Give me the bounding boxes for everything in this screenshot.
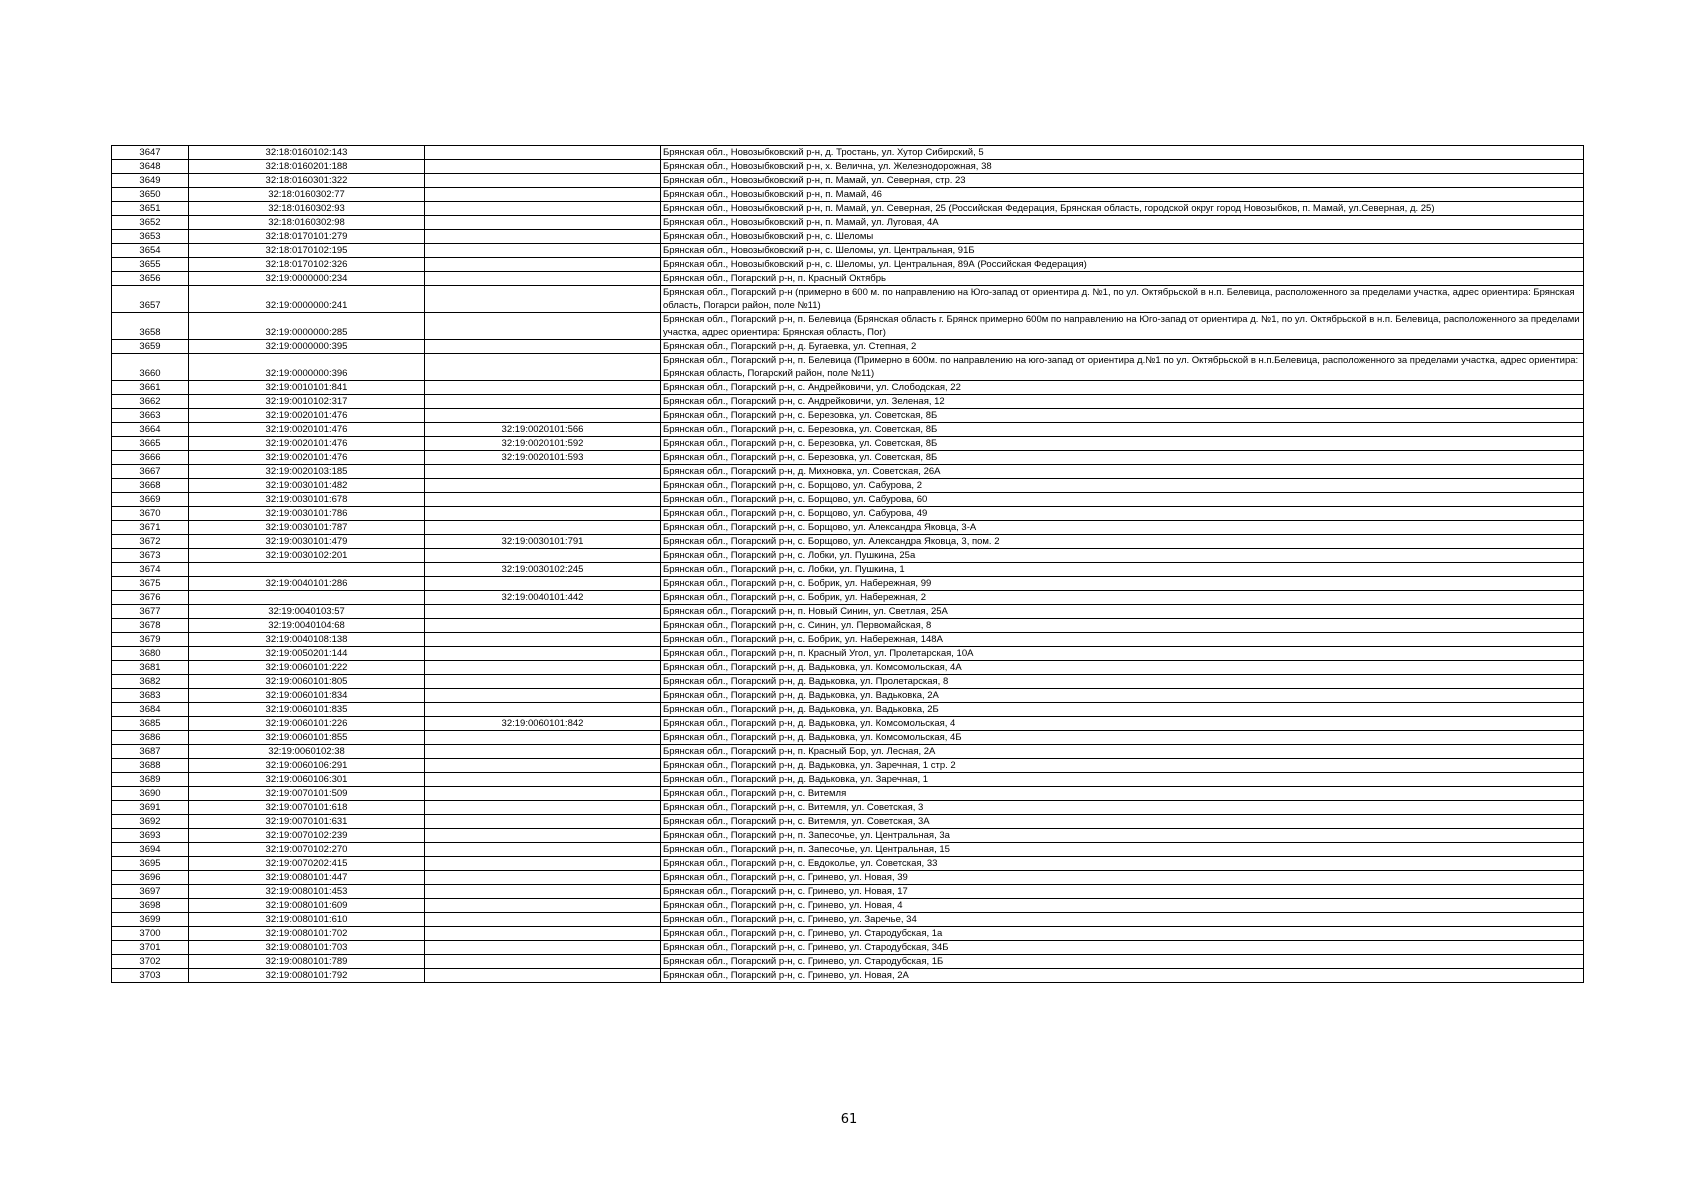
address-cell: Брянская обл., Погарский р-н, д. Михновка, ул. Советская, 26А bbox=[661, 465, 1584, 479]
address-cell: Брянская обл., Погарский р-н, п. Белевица (Примерно в 600м. по направлению на юго-запад от ориентира д.№1 по ул. Октябрьской в н.п.Белевица, расположенного за пределами участка, адрес ориентира: Брянская область, Погарский район, поле №11) bbox=[661, 354, 1584, 381]
address-cell: Брянская обл., Погарский р-н, с. Лобки, ул. Пушкина, 25а bbox=[661, 549, 1584, 563]
address-cell: Брянская обл., Погарский р-н, с. Синин, ул. Первомайская, 8 bbox=[661, 619, 1584, 633]
cadastral-number-cell: 32:19:0020101:476 bbox=[189, 437, 425, 451]
address-cell: Брянская обл., Новозыбковский р-н, п. Мамай, ул. Северная, стр. 23 bbox=[661, 174, 1584, 188]
row-number-cell: 3651 bbox=[112, 202, 189, 216]
table-row bbox=[112, 381, 1584, 395]
table-row bbox=[112, 605, 1584, 619]
row-number-cell: 3690 bbox=[112, 787, 189, 801]
table-row bbox=[112, 633, 1584, 647]
row-number-cell: 3657 bbox=[112, 286, 189, 313]
address-cell: Брянская обл., Погарский р-н, с. Березовка, ул. Советская, 8Б bbox=[661, 423, 1584, 437]
row-number-cell: 3685 bbox=[112, 717, 189, 731]
address-cell: Брянская обл., Погарский р-н, с. Гринево, ул. Новая, 17 bbox=[661, 885, 1584, 899]
row-number-cell: 3683 bbox=[112, 689, 189, 703]
address-cell: Брянская обл., Погарский р-н, с. Борщово, ул. Сабурова, 49 bbox=[661, 507, 1584, 521]
row-number-cell: 3680 bbox=[112, 647, 189, 661]
table-row bbox=[112, 731, 1584, 745]
related-cadastral-cell: 32:19:0040101:442 bbox=[425, 591, 661, 605]
cadastral-number-cell: 32:19:0080101:703 bbox=[189, 941, 425, 955]
table-row bbox=[112, 689, 1584, 703]
address-cell: Брянская обл., Погарский р-н, с. Березовка, ул. Советская, 8Б bbox=[661, 437, 1584, 451]
table-row bbox=[112, 843, 1584, 857]
row-number-cell: 3653 bbox=[112, 230, 189, 244]
cadastral-number-cell: 32:19:0000000:234 bbox=[189, 272, 425, 286]
address-cell: Брянская обл., Погарский р-н, п. Красный Угол, ул. Пролетарская, 10А bbox=[661, 647, 1584, 661]
row-number-cell: 3679 bbox=[112, 633, 189, 647]
row-number-cell: 3648 bbox=[112, 160, 189, 174]
related-cadastral-cell bbox=[425, 479, 661, 493]
row-number-cell: 3663 bbox=[112, 409, 189, 423]
address-cell: Брянская обл., Погарский р-н, д. Вадьковка, ул. Вадьковка, 2Б bbox=[661, 703, 1584, 717]
related-cadastral-cell bbox=[425, 899, 661, 913]
row-number-cell: 3674 bbox=[112, 563, 189, 577]
cadastral-number-cell: 32:18:0170102:326 bbox=[189, 258, 425, 272]
related-cadastral-cell bbox=[425, 913, 661, 927]
address-cell: Брянская обл., Погарский р-н, п. Белевица (Брянская область г. Брянск примерно 600м по направлению на Юго-запад от ориентира д. №1, по ул. Октябрьской в н.п. Белевица, расположенного за пределами участка, адрес ориентира: Брянская область, Пог) bbox=[661, 313, 1584, 340]
cadastral-number-cell: 32:19:0020101:476 bbox=[189, 409, 425, 423]
row-number-cell: 3672 bbox=[112, 535, 189, 549]
related-cadastral-cell bbox=[425, 689, 661, 703]
address-cell: Брянская обл., Погарский р-н, д. Вадьковка, ул. Пролетарская, 8 bbox=[661, 675, 1584, 689]
address-cell: Брянская обл., Погарский р-н, с. Андрейковичи, ул. Слободская, 22 bbox=[661, 381, 1584, 395]
row-number-cell: 3658 bbox=[112, 313, 189, 340]
cadastral-number-cell: 32:19:0000000:395 bbox=[189, 340, 425, 354]
address-cell: Брянская обл., Погарский р-н, п. Красный Бор, ул. Лесная, 2А bbox=[661, 745, 1584, 759]
row-number-cell: 3673 bbox=[112, 549, 189, 563]
address-cell: Брянская обл., Погарский р-н, с. Березовка, ул. Советская, 8Б bbox=[661, 451, 1584, 465]
table-row bbox=[112, 354, 1584, 381]
related-cadastral-cell bbox=[425, 160, 661, 174]
table-row bbox=[112, 815, 1584, 829]
row-number-cell: 3655 bbox=[112, 258, 189, 272]
related-cadastral-cell bbox=[425, 409, 661, 423]
row-number-cell: 3675 bbox=[112, 577, 189, 591]
related-cadastral-cell bbox=[425, 272, 661, 286]
table-row bbox=[112, 955, 1584, 969]
cadastral-number-cell: 32:19:0080101:792 bbox=[189, 969, 425, 983]
address-cell: Брянская обл., Погарский р-н, с. Бобрик, ул. Набережная, 148А bbox=[661, 633, 1584, 647]
cadastral-number-cell: 32:19:0030101:482 bbox=[189, 479, 425, 493]
address-cell: Брянская обл., Погарский р-н, с. Гринево, ул. Стародубская, 1Б bbox=[661, 955, 1584, 969]
row-number-cell: 3689 bbox=[112, 773, 189, 787]
related-cadastral-cell: 32:19:0030101:791 bbox=[425, 535, 661, 549]
row-number-cell: 3681 bbox=[112, 661, 189, 675]
table-row bbox=[112, 272, 1584, 286]
row-number-cell: 3688 bbox=[112, 759, 189, 773]
table-row bbox=[112, 535, 1584, 549]
related-cadastral-cell bbox=[425, 829, 661, 843]
related-cadastral-cell bbox=[425, 633, 661, 647]
related-cadastral-cell bbox=[425, 927, 661, 941]
address-cell: Брянская обл., Погарский р-н, с. Евдоколье, ул. Советская, 33 bbox=[661, 857, 1584, 871]
address-cell: Брянская обл., Погарский р-н, с. Витемля, ул. Советская, 3 bbox=[661, 801, 1584, 815]
address-cell: Брянская обл., Погарский р-н, с. Гринево, ул. Стародубская, 1а bbox=[661, 927, 1584, 941]
cadastral-number-cell: 32:19:0060106:291 bbox=[189, 759, 425, 773]
row-number-cell: 3662 bbox=[112, 395, 189, 409]
table-row bbox=[112, 493, 1584, 507]
related-cadastral-cell bbox=[425, 146, 661, 160]
table-row bbox=[112, 871, 1584, 885]
cadastral-number-cell: 32:19:0000000:241 bbox=[189, 286, 425, 313]
address-cell: Брянская обл., Погарский р-н, д. Вадьковка, ул. Комсомольская, 4 bbox=[661, 717, 1584, 731]
table-row bbox=[112, 885, 1584, 899]
table-row bbox=[112, 563, 1584, 577]
address-cell: Брянская обл., Погарский р-н, с. Витемля, ул. Советская, 3А bbox=[661, 815, 1584, 829]
cadastral-number-cell: 32:19:0060101:855 bbox=[189, 731, 425, 745]
row-number-cell: 3664 bbox=[112, 423, 189, 437]
table-row bbox=[112, 202, 1584, 216]
address-cell: Брянская обл., Новозыбковский р-н, с. Шеломы bbox=[661, 230, 1584, 244]
row-number-cell: 3695 bbox=[112, 857, 189, 871]
table-row bbox=[112, 969, 1584, 983]
table-row bbox=[112, 759, 1584, 773]
related-cadastral-cell: 32:19:0020101:593 bbox=[425, 451, 661, 465]
related-cadastral-cell bbox=[425, 787, 661, 801]
table-row bbox=[112, 745, 1584, 759]
table-row bbox=[112, 717, 1584, 731]
table-row bbox=[112, 549, 1584, 563]
row-number-cell: 3677 bbox=[112, 605, 189, 619]
related-cadastral-cell bbox=[425, 773, 661, 787]
related-cadastral-cell bbox=[425, 815, 661, 829]
cadastral-number-cell: 32:18:0170102:195 bbox=[189, 244, 425, 258]
address-cell: Брянская обл., Погарский р-н, п. Запесочье, ул. Центральная, 3а bbox=[661, 829, 1584, 843]
address-cell: Брянская обл., Погарский р-н, с. Борщово, ул. Александра Яковца, 3, пом. 2 bbox=[661, 535, 1584, 549]
cadastral-number-cell: 32:18:0170101:279 bbox=[189, 230, 425, 244]
row-number-cell: 3650 bbox=[112, 188, 189, 202]
related-cadastral-cell bbox=[425, 286, 661, 313]
table-row bbox=[112, 773, 1584, 787]
row-number-cell: 3687 bbox=[112, 745, 189, 759]
related-cadastral-cell bbox=[425, 188, 661, 202]
cadastral-number-cell: 32:19:0020101:476 bbox=[189, 451, 425, 465]
address-cell: Брянская обл., Погарский р-н, п. Запесочье, ул. Центральная, 15 bbox=[661, 843, 1584, 857]
address-cell: Брянская обл., Погарский р-н, с. Витемля bbox=[661, 787, 1584, 801]
address-cell: Брянская обл., Погарский р-н, п. Красный Октябрь bbox=[661, 272, 1584, 286]
row-number-cell: 3682 bbox=[112, 675, 189, 689]
cadastral-number-cell: 32:19:0010102:317 bbox=[189, 395, 425, 409]
table-row bbox=[112, 230, 1584, 244]
cadastral-number-cell: 32:19:0070102:239 bbox=[189, 829, 425, 843]
cadastral-number-cell: 32:19:0070101:618 bbox=[189, 801, 425, 815]
cadastral-number-cell: 32:19:0060101:222 bbox=[189, 661, 425, 675]
row-number-cell: 3691 bbox=[112, 801, 189, 815]
table-row bbox=[112, 591, 1584, 605]
table-row bbox=[112, 146, 1584, 160]
row-number-cell: 3697 bbox=[112, 885, 189, 899]
cadastral-number-cell: 32:19:0060101:834 bbox=[189, 689, 425, 703]
cadastral-number-cell: 32:19:0080101:702 bbox=[189, 927, 425, 941]
related-cadastral-cell bbox=[425, 745, 661, 759]
related-cadastral-cell: 32:19:0030102:245 bbox=[425, 563, 661, 577]
row-number-cell: 3656 bbox=[112, 272, 189, 286]
row-number-cell: 3684 bbox=[112, 703, 189, 717]
table-row bbox=[112, 313, 1584, 340]
cadastral-number-cell: 32:19:0040108:138 bbox=[189, 633, 425, 647]
address-cell: Брянская обл., Новозыбковский р-н, с. Шеломы, ул. Центральная, 89А (Российская Федерация) bbox=[661, 258, 1584, 272]
address-cell: Брянская обл., Погарский р-н, с. Бобрик, ул. Набережная, 2 bbox=[661, 591, 1584, 605]
table-row bbox=[112, 437, 1584, 451]
row-number-cell: 3670 bbox=[112, 507, 189, 521]
related-cadastral-cell bbox=[425, 871, 661, 885]
address-cell: Брянская обл., Погарский р-н, с. Березовка, ул. Советская, 8Б bbox=[661, 409, 1584, 423]
table-row bbox=[112, 507, 1584, 521]
table-row bbox=[112, 216, 1584, 230]
row-number-cell: 3678 bbox=[112, 619, 189, 633]
address-cell: Брянская обл., Погарский р-н, с. Гринево, ул. Новая, 2А bbox=[661, 969, 1584, 983]
row-number-cell: 3692 bbox=[112, 815, 189, 829]
table-row bbox=[112, 857, 1584, 871]
related-cadastral-cell bbox=[425, 230, 661, 244]
table-row bbox=[112, 423, 1584, 437]
table-row bbox=[112, 675, 1584, 689]
cadastral-number-cell: 32:19:0020103:185 bbox=[189, 465, 425, 479]
row-number-cell: 3694 bbox=[112, 843, 189, 857]
address-cell: Брянская обл., Погарский р-н, с. Борщово, ул. Александра Яковца, 3-А bbox=[661, 521, 1584, 535]
cadastral-number-cell: 32:18:0160302:93 bbox=[189, 202, 425, 216]
table-row bbox=[112, 647, 1584, 661]
row-number-cell: 3659 bbox=[112, 340, 189, 354]
row-number-cell: 3666 bbox=[112, 451, 189, 465]
cadastral-number-cell: 32:19:0080101:610 bbox=[189, 913, 425, 927]
related-cadastral-cell bbox=[425, 731, 661, 745]
related-cadastral-cell bbox=[425, 521, 661, 535]
cadastral-number-cell: 32:19:0030101:479 bbox=[189, 535, 425, 549]
row-number-cell: 3686 bbox=[112, 731, 189, 745]
related-cadastral-cell bbox=[425, 885, 661, 899]
row-number-cell: 3699 bbox=[112, 913, 189, 927]
cadastral-number-cell: 32:19:0030101:786 bbox=[189, 507, 425, 521]
related-cadastral-cell bbox=[425, 955, 661, 969]
table-row bbox=[112, 286, 1584, 313]
address-cell: Брянская обл., Погарский р-н, д. Вадьковка, ул. Комсомольская, 4Б bbox=[661, 731, 1584, 745]
registry-table bbox=[111, 145, 1584, 983]
cadastral-number-cell: 32:19:0060106:301 bbox=[189, 773, 425, 787]
address-cell: Брянская обл., Погарский р-н, д. Вадьковка, ул. Заречная, 1 стр. 2 bbox=[661, 759, 1584, 773]
row-number-cell: 3696 bbox=[112, 871, 189, 885]
related-cadastral-cell bbox=[425, 619, 661, 633]
cadastral-number-cell: 32:18:0160302:98 bbox=[189, 216, 425, 230]
related-cadastral-cell bbox=[425, 857, 661, 871]
related-cadastral-cell bbox=[425, 493, 661, 507]
table-row bbox=[112, 479, 1584, 493]
cadastral-number-cell: 32:19:0010101:841 bbox=[189, 381, 425, 395]
related-cadastral-cell bbox=[425, 381, 661, 395]
row-number-cell: 3665 bbox=[112, 437, 189, 451]
address-cell: Брянская обл., Новозыбковский р-н, п. Мамай, ул. Луговая, 4А bbox=[661, 216, 1584, 230]
address-cell: Брянская обл., Погарский р-н, д. Вадьковка, ул. Комсомольская, 4А bbox=[661, 661, 1584, 675]
related-cadastral-cell bbox=[425, 647, 661, 661]
row-number-cell: 3698 bbox=[112, 899, 189, 913]
related-cadastral-cell bbox=[425, 801, 661, 815]
related-cadastral-cell bbox=[425, 313, 661, 340]
row-number-cell: 3654 bbox=[112, 244, 189, 258]
related-cadastral-cell bbox=[425, 661, 661, 675]
table-row bbox=[112, 409, 1584, 423]
address-cell: Брянская обл., Погарский р-н, с. Гринево, ул. Новая, 4 bbox=[661, 899, 1584, 913]
cadastral-number-cell: 32:19:0030101:787 bbox=[189, 521, 425, 535]
table-row bbox=[112, 829, 1584, 843]
table-row bbox=[112, 899, 1584, 913]
cadastral-number-cell: 32:19:0080101:453 bbox=[189, 885, 425, 899]
address-cell: Брянская обл., Погарский р-н, д. Вадьковка, ул. Вадьковка, 2А bbox=[661, 689, 1584, 703]
address-cell: Брянская обл., Погарский р-н, д. Вадьковка, ул. Заречная, 1 bbox=[661, 773, 1584, 787]
table-row bbox=[112, 521, 1584, 535]
related-cadastral-cell bbox=[425, 507, 661, 521]
related-cadastral-cell bbox=[425, 605, 661, 619]
cadastral-number-cell: 32:19:0040104:68 bbox=[189, 619, 425, 633]
row-number-cell: 3703 bbox=[112, 969, 189, 983]
cadastral-number-cell: 32:19:0060101:805 bbox=[189, 675, 425, 689]
row-number-cell: 3647 bbox=[112, 146, 189, 160]
cadastral-number-cell: 32:19:0060101:835 bbox=[189, 703, 425, 717]
cadastral-number-cell: 32:19:0040101:286 bbox=[189, 577, 425, 591]
address-cell: Брянская обл., Новозыбковский р-н, п. Мамай, 46 bbox=[661, 188, 1584, 202]
row-number-cell: 3652 bbox=[112, 216, 189, 230]
address-cell: Брянская обл., Новозыбковский р-н, х. Велична, ул. Железнодорожная, 38 bbox=[661, 160, 1584, 174]
address-cell: Брянская обл., Погарский р-н, с. Бобрик, ул. Набережная, 99 bbox=[661, 577, 1584, 591]
table-row bbox=[112, 577, 1584, 591]
related-cadastral-cell bbox=[425, 465, 661, 479]
related-cadastral-cell bbox=[425, 577, 661, 591]
related-cadastral-cell bbox=[425, 174, 661, 188]
address-cell: Брянская обл., Погарский р-н, с. Лобки, ул. Пушкина, 1 bbox=[661, 563, 1584, 577]
related-cadastral-cell: 32:19:0020101:566 bbox=[425, 423, 661, 437]
related-cadastral-cell bbox=[425, 354, 661, 381]
cadastral-number-cell: 32:18:0160302:77 bbox=[189, 188, 425, 202]
table-row bbox=[112, 927, 1584, 941]
cadastral-number-cell bbox=[189, 591, 425, 605]
row-number-cell: 3701 bbox=[112, 941, 189, 955]
related-cadastral-cell bbox=[425, 941, 661, 955]
related-cadastral-cell bbox=[425, 258, 661, 272]
related-cadastral-cell bbox=[425, 969, 661, 983]
related-cadastral-cell bbox=[425, 759, 661, 773]
cadastral-number-cell: 32:19:0000000:396 bbox=[189, 354, 425, 381]
table-row bbox=[112, 787, 1584, 801]
cadastral-number-cell: 32:19:0030102:201 bbox=[189, 549, 425, 563]
cadastral-number-cell: 32:19:0060102:38 bbox=[189, 745, 425, 759]
cadastral-number-cell: 32:18:0160201:188 bbox=[189, 160, 425, 174]
cadastral-number-cell: 32:19:0070101:631 bbox=[189, 815, 425, 829]
table-row bbox=[112, 395, 1584, 409]
row-number-cell: 3671 bbox=[112, 521, 189, 535]
registry-table-body bbox=[112, 146, 1584, 983]
cadastral-number-cell: 32:18:0160301:322 bbox=[189, 174, 425, 188]
address-cell: Брянская обл., Погарский р-н, д. Бугаевка, ул. Степная, 2 bbox=[661, 340, 1584, 354]
row-number-cell: 3693 bbox=[112, 829, 189, 843]
address-cell: Брянская обл., Погарский р-н, с. Борщово, ул. Сабурова, 2 bbox=[661, 479, 1584, 493]
table-row bbox=[112, 451, 1584, 465]
address-cell: Брянская обл., Погарский р-н, с. Гринево, ул. Стародубская, 34Б bbox=[661, 941, 1584, 955]
row-number-cell: 3668 bbox=[112, 479, 189, 493]
related-cadastral-cell bbox=[425, 216, 661, 230]
address-cell: Брянская обл., Погарский р-н, с. Борщово, ул. Сабурова, 60 bbox=[661, 493, 1584, 507]
address-cell: Брянская обл., Новозыбковский р-н, п. Мамай, ул. Северная, 25 (Российская Федерация, Брянская область, городской округ город Новозыбков, п. Мамай, ул.Северная, д. 25) bbox=[661, 202, 1584, 216]
table-row bbox=[112, 703, 1584, 717]
cadastral-number-cell: 32:19:0040103:57 bbox=[189, 605, 425, 619]
address-cell: Брянская обл., Погарский р-н, с. Гринево, ул. Новая, 39 bbox=[661, 871, 1584, 885]
cadastral-number-cell: 32:19:0050201:144 bbox=[189, 647, 425, 661]
related-cadastral-cell bbox=[425, 340, 661, 354]
row-number-cell: 3676 bbox=[112, 591, 189, 605]
table-row bbox=[112, 160, 1584, 174]
related-cadastral-cell bbox=[425, 244, 661, 258]
related-cadastral-cell bbox=[425, 843, 661, 857]
address-cell: Брянская обл., Погарский р-н, с. Андрейковичи, ул. Зеленая, 12 bbox=[661, 395, 1584, 409]
table-row bbox=[112, 340, 1584, 354]
row-number-cell: 3669 bbox=[112, 493, 189, 507]
cadastral-number-cell: 32:19:0070101:509 bbox=[189, 787, 425, 801]
cadastral-number-cell: 32:19:0020101:476 bbox=[189, 423, 425, 437]
table-row bbox=[112, 465, 1584, 479]
table-row bbox=[112, 941, 1584, 955]
related-cadastral-cell bbox=[425, 549, 661, 563]
cadastral-number-cell bbox=[189, 563, 425, 577]
cadastral-number-cell: 32:19:0070202:415 bbox=[189, 857, 425, 871]
cadastral-number-cell: 32:19:0080101:447 bbox=[189, 871, 425, 885]
cadastral-number-cell: 32:18:0160102:143 bbox=[189, 146, 425, 160]
table-row bbox=[112, 913, 1584, 927]
address-cell: Брянская обл., Новозыбковский р-н, д. Тростань, ул. Хутор Сибирский, 5 bbox=[661, 146, 1584, 160]
row-number-cell: 3661 bbox=[112, 381, 189, 395]
address-cell: Брянская обл., Погарский р-н, с. Гринево, ул. Заречье, 34 bbox=[661, 913, 1584, 927]
address-cell: Брянская обл., Погарский р-н, п. Новый Синин, ул. Светлая, 25А bbox=[661, 605, 1584, 619]
cadastral-number-cell: 32:19:0030101:678 bbox=[189, 493, 425, 507]
table-row bbox=[112, 619, 1584, 633]
related-cadastral-cell bbox=[425, 703, 661, 717]
row-number-cell: 3649 bbox=[112, 174, 189, 188]
related-cadastral-cell: 32:19:0020101:592 bbox=[425, 437, 661, 451]
address-cell: Брянская обл., Погарский р-н (примерно в 600 м. по направлению на Юго-запад от ориентира д. №1, по ул. Октябрьской в н.п. Белевица, расположенного за пределами участка, адрес ориентира: Брянская область, Погарси район, поле №11) bbox=[661, 286, 1584, 313]
table-row bbox=[112, 174, 1584, 188]
table-row bbox=[112, 244, 1584, 258]
table-row bbox=[112, 661, 1584, 675]
table-row bbox=[112, 258, 1584, 272]
address-cell: Брянская обл., Новозыбковский р-н, с. Шеломы, ул. Центральная, 91Б bbox=[661, 244, 1584, 258]
related-cadastral-cell: 32:19:0060101:842 bbox=[425, 717, 661, 731]
related-cadastral-cell bbox=[425, 202, 661, 216]
cadastral-number-cell: 32:19:0060101:226 bbox=[189, 717, 425, 731]
cadastral-number-cell: 32:19:0070102:270 bbox=[189, 843, 425, 857]
cadastral-number-cell: 32:19:0080101:609 bbox=[189, 899, 425, 913]
row-number-cell: 3700 bbox=[112, 927, 189, 941]
cadastral-number-cell: 32:19:0080101:789 bbox=[189, 955, 425, 969]
row-number-cell: 3660 bbox=[112, 354, 189, 381]
table-row bbox=[112, 188, 1584, 202]
cadastral-number-cell: 32:19:0000000:285 bbox=[189, 313, 425, 340]
table-row bbox=[112, 801, 1584, 815]
row-number-cell: 3667 bbox=[112, 465, 189, 479]
related-cadastral-cell bbox=[425, 675, 661, 689]
page-number: 61 bbox=[840, 1112, 858, 1127]
row-number-cell: 3702 bbox=[112, 955, 189, 969]
related-cadastral-cell bbox=[425, 395, 661, 409]
